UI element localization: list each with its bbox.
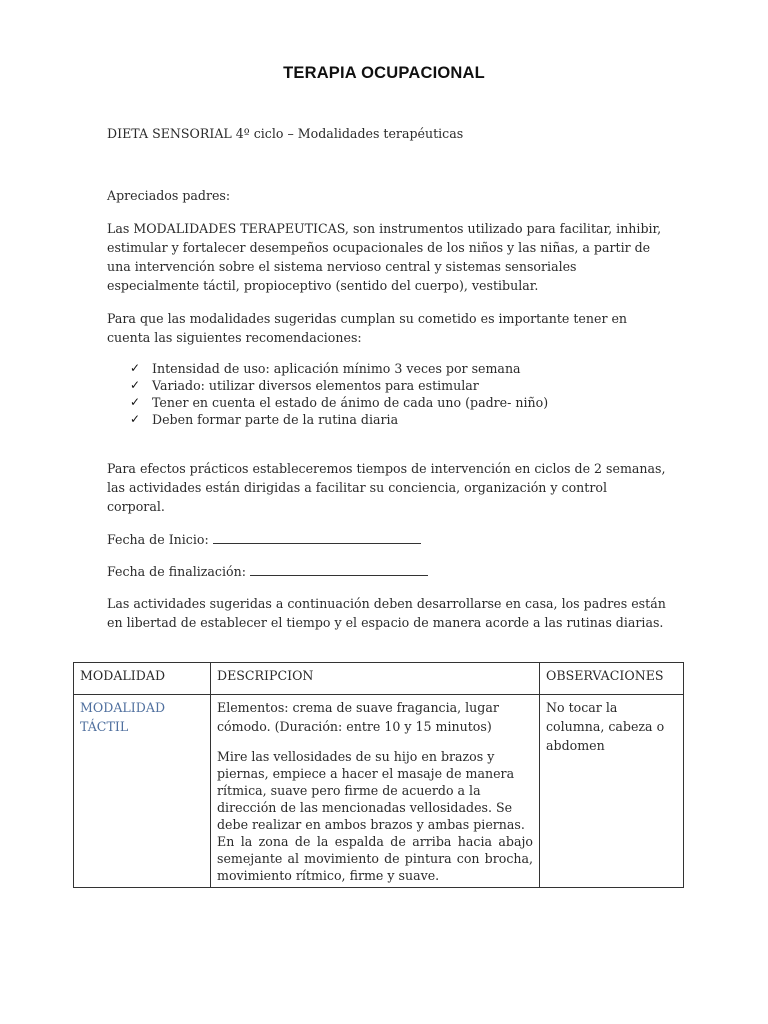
- description-elements: Elementos: crema de suave fragancia, lugar cómodo. (Duración: entre 10 y 15 minutos): [217, 700, 499, 734]
- cell-observaciones: [540, 695, 684, 888]
- recommendations-list: [130, 360, 548, 428]
- activities-paragraph: Las actividades sugeridas a continuación deben desarrollarse en casa, los padres están en libertad de establecer el tiempo y el espacio de manera acorde a las rutinas diarias.: [107, 596, 666, 630]
- table-header-row: [74, 663, 684, 695]
- cell-modalidad: [74, 695, 211, 888]
- description-massage: Mire las vellosidades de su hijo en brazos y piernas, empiece a hacer el masaje de manera rítmica, suave pero firme de acuerdo a la dirección de las mencionadas vellosidades. Se debe realizar en ambos brazos y ambas piernas.: [217, 749, 525, 832]
- start-date-line: [107, 530, 667, 549]
- start-date-blank[interactable]: [213, 531, 421, 544]
- list-item-text: Variado: utilizar diversos elementos para estimular: [152, 378, 479, 393]
- table-row: [74, 695, 684, 888]
- list-item-text: Deben formar parte de la rutina diaria: [152, 412, 399, 427]
- list-item-text: Intensidad de uso: aplicación mínimo 3 veces por semana: [152, 361, 521, 376]
- list-item: [130, 360, 548, 377]
- checkmark-icon: ✓: [130, 395, 141, 409]
- list-item: [130, 411, 548, 428]
- start-date-label: Fecha de Inicio:: [107, 532, 209, 547]
- subtitle: DIETA SENSORIAL 4º ciclo – Modalidades terapéuticas: [107, 126, 464, 141]
- modalities-table: [73, 662, 684, 888]
- header-modalidad: MODALIDAD: [74, 663, 211, 695]
- list-item: [130, 394, 548, 411]
- end-date-label: Fecha de finalización:: [107, 564, 246, 579]
- page-title: TERAPIA OCUPACIONAL: [283, 64, 485, 82]
- list-item-text: Tener en cuenta el estado de ánimo de cada uno (padre- niño): [152, 395, 549, 410]
- intro-paragraph: Las MODALIDADES TERAPEUTICAS, son instrumentos utilizado para facilitar, inhibir, estimular y fortalecer desempeños ocupacionales de los niños y las niñas, a partir de una intervención sobre el sistema nervioso central y sistemas sensoriales especialmente táctil, propioceptivo (sentido del cuerpo), vestibular.: [107, 221, 662, 293]
- header-observaciones: OBSERVACIONES: [540, 663, 684, 695]
- observations-text: No tocar la columna, cabeza o abdomen: [546, 700, 665, 753]
- modality-label: MODALIDAD TÁCTIL: [80, 700, 166, 734]
- end-date-blank[interactable]: [250, 563, 428, 576]
- recommendations-intro: Para que las modalidades sugeridas cumplan su cometido es importante tener en cuenta las siguientes recomendaciones:: [107, 311, 628, 345]
- checkmark-icon: ✓: [130, 378, 141, 392]
- cycles-paragraph: Para efectos prácticos estableceremos tiempos de intervención en ciclos de 2 semanas, las actividades están dirigidas a facilitar su conciencia, organización y control corporal.: [107, 461, 666, 514]
- end-date-line: [107, 562, 667, 581]
- checkmark-icon: ✓: [130, 361, 141, 375]
- greeting: Apreciados padres:: [107, 188, 231, 203]
- header-descripcion: DESCRIPCION: [211, 663, 540, 695]
- description-back: En la zona de la espalda de arriba hacia abajo semejante al movimiento de pintura con brocha, movimiento rítmico, firme y suave.: [217, 834, 533, 883]
- list-item: [130, 377, 548, 394]
- cell-descripcion: [211, 695, 540, 888]
- checkmark-icon: ✓: [130, 412, 141, 426]
